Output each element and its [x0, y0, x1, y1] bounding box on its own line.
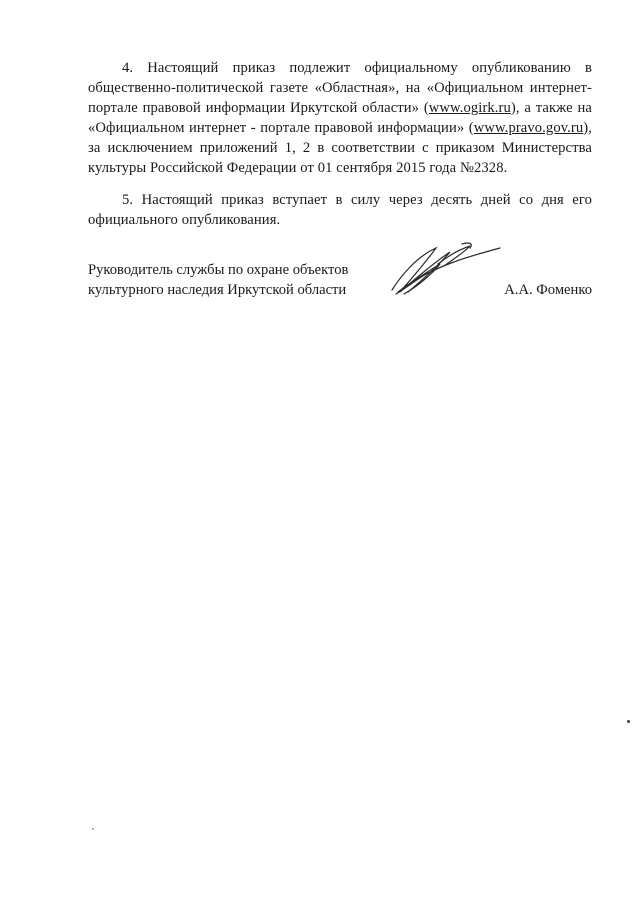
signatory-name: А.А. Фоменко [504, 282, 592, 298]
paragraph-4 [88, 58, 592, 178]
paragraph-4-lead: 4. Настоящий приказ подлежит официальному опубликованию в общественно-политической газете «Областная», на «Официальном интернет-портале правовой информации Иркутской области» ( [88, 60, 592, 116]
handwritten-signature [378, 234, 508, 304]
signatory-title-line-2: культурного наследия Иркутской области [88, 282, 347, 298]
link-ogirk[interactable]: www.ogirk.ru [428, 100, 511, 116]
paragraph-4-mid: ), а также на «Официальном интернет - портале правовой информации» ( [88, 100, 592, 136]
scan-speck [627, 720, 630, 723]
link-pravo[interactable]: www.pravo.gov.ru [473, 120, 584, 136]
paragraph-4-tail: ), за исключением приложений 1, 2 в соответствии с приказом Министерства культуры Российской Федерации от 01 сентября 2015 года №2328. [88, 120, 592, 176]
paragraph-5: 5. Настоящий приказ вступает в силу через десять дней со дня его официального опубликования. [88, 192, 592, 228]
signatory-title-line-1: Руководитель службы по охране объектов [88, 262, 349, 278]
signatory-title [88, 260, 388, 300]
scan-speck [92, 828, 94, 830]
